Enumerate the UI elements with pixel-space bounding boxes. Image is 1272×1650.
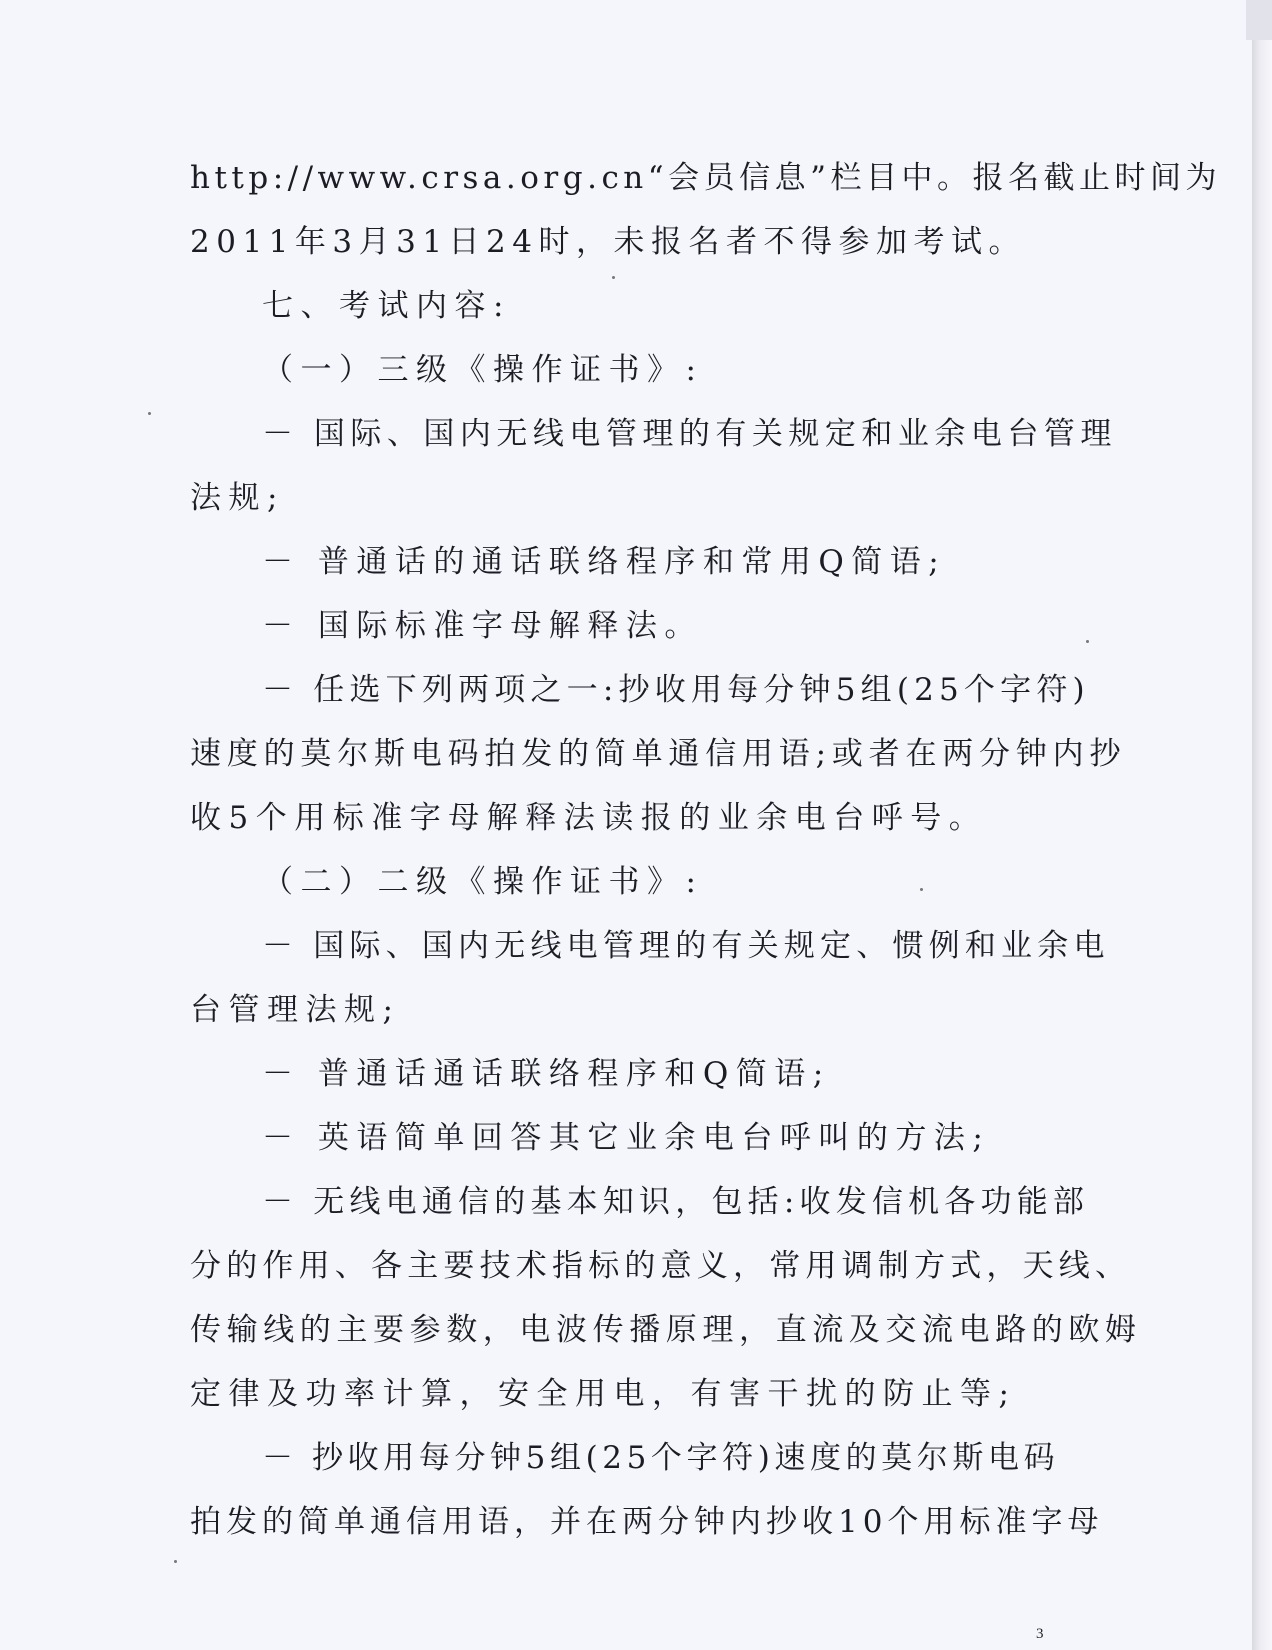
subsection-heading: （二）二级《操作证书》:: [262, 864, 704, 900]
page-corner: [1246, 0, 1272, 40]
text-line: 拍发的简单通信用语，并在两分钟内抄收10个用标准字母: [190, 1504, 1104, 1540]
list-item: － 国际、国内无线电管理的有关规定和业余电台管理: [262, 416, 1117, 452]
list-item: － 抄收用每分钟5组(25个字符)速度的莫尔斯电码: [262, 1440, 1060, 1476]
list-item: － 任选下列两项之一:抄收用每分钟5组(25个字符): [262, 672, 1090, 708]
page-edge: [1252, 0, 1272, 1650]
scan-speck: [612, 276, 615, 279]
list-item: － 国际标准字母解释法。: [262, 608, 703, 644]
list-item: － 普通话的通话联络程序和常用Q简语;: [262, 544, 947, 580]
text-line: 传输线的主要参数，电波传播原理，直流及交流电路的欧姆: [190, 1312, 1142, 1348]
scan-speck: [920, 888, 923, 891]
scan-speck: [1086, 640, 1089, 643]
text-line: 台管理法规;: [190, 992, 401, 1028]
text-line: 定律及功率计算，安全用电，有害干扰的防止等;: [190, 1376, 1017, 1412]
scan-speck: [174, 1560, 177, 1563]
list-item: － 国际、国内无线电管理的有关规定、惯例和业余电: [262, 928, 1110, 964]
text-line: http://www.crsa.org.cn“会员信息”栏目中。报名截止时间为: [190, 160, 1221, 196]
page-number: 3: [1036, 1626, 1044, 1642]
list-item: － 无线电通信的基本知识，包括:收发信机各功能部: [262, 1184, 1090, 1220]
scan-speck: [148, 412, 151, 415]
text-line: 收5个用标准字母解释法读报的业余电台呼号。: [190, 800, 988, 836]
text-line: 速度的莫尔斯电码拍发的简单通信用语;或者在两分钟内抄: [190, 736, 1127, 772]
text-line: 分的作用、各主要技术指标的意义，常用调制方式，天线、: [190, 1248, 1132, 1284]
list-item: － 普通话通话联络程序和Q简语;: [262, 1056, 831, 1092]
text-line: 法规;: [190, 480, 285, 516]
subsection-heading: （一）三级《操作证书》:: [262, 352, 704, 388]
section-heading: 七、考试内容:: [262, 288, 511, 324]
list-item: － 英语简单回答其它业余电台呼叫的方法;: [262, 1120, 991, 1156]
text-line: 2011年3月31日24时，未报名者不得参加考试。: [190, 224, 1027, 260]
